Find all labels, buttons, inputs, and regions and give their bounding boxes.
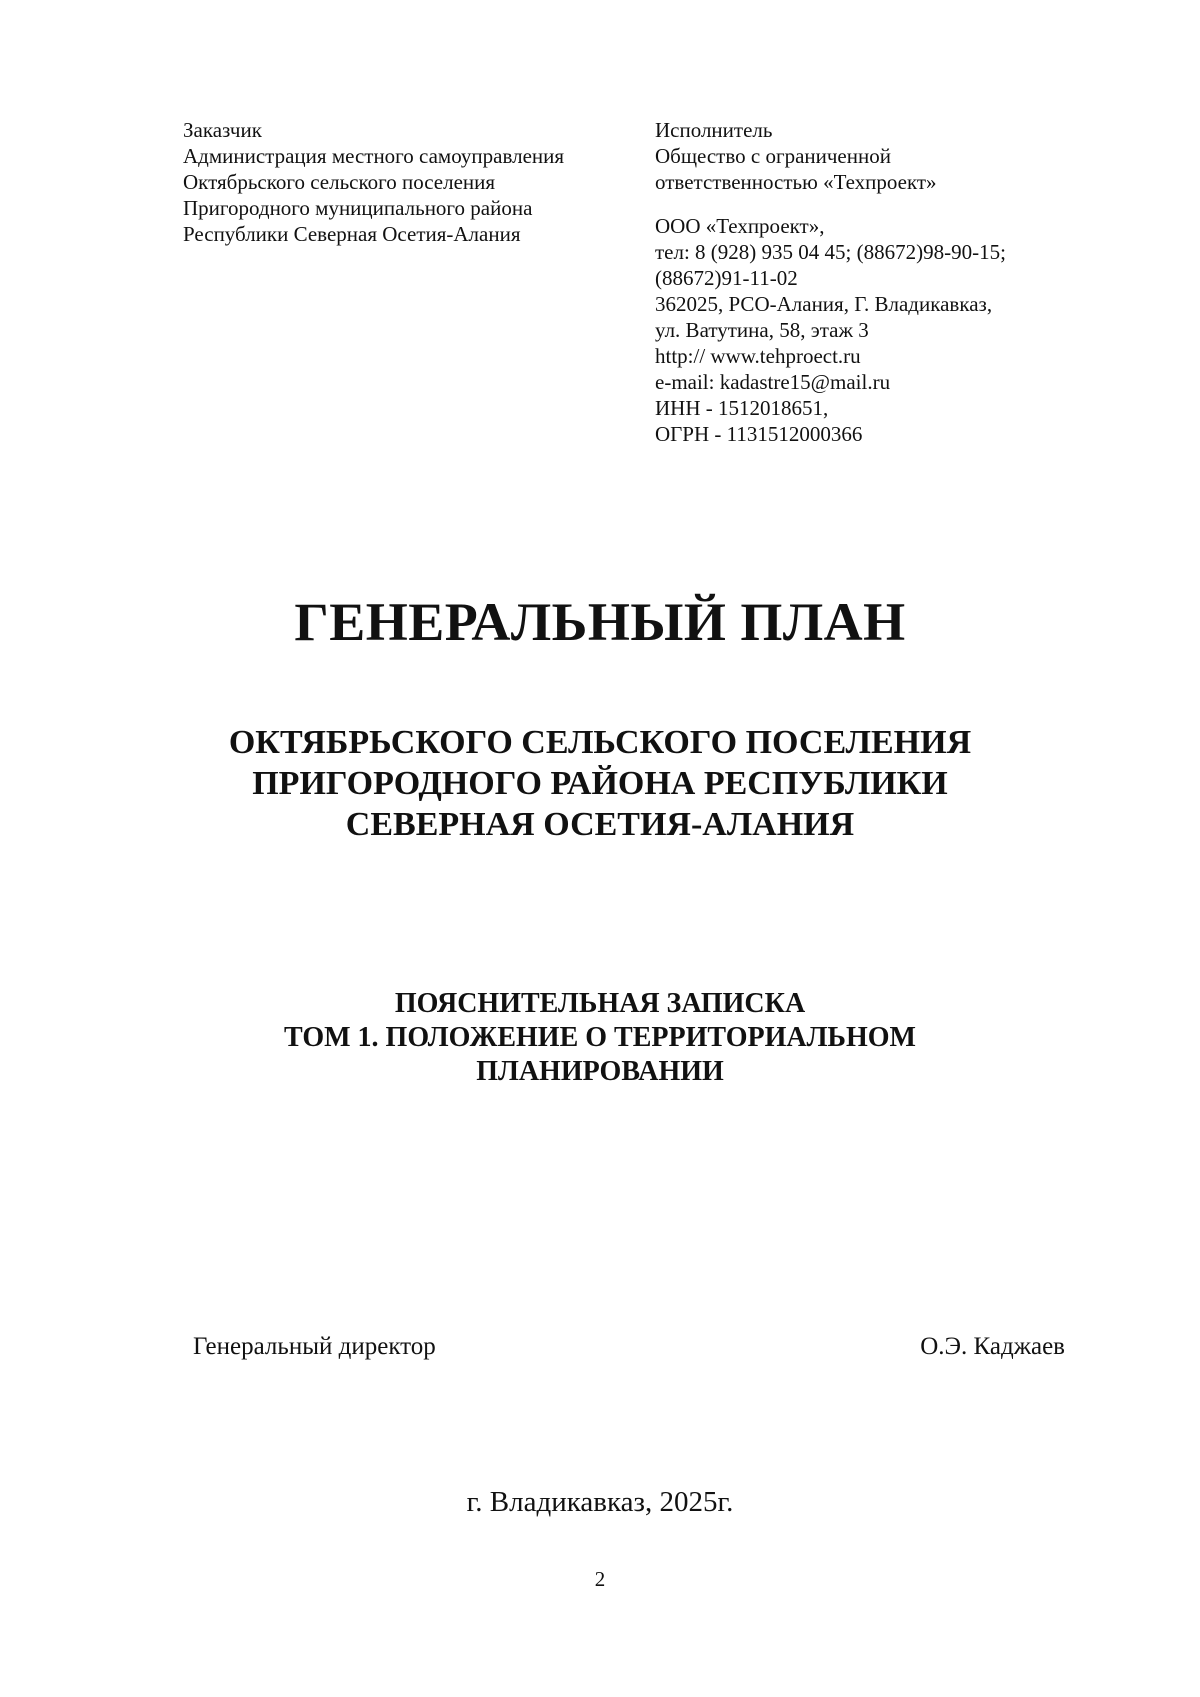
contractor-heading: Исполнитель — [655, 118, 773, 142]
contractor-contact-line: ООО «Техпроект», — [655, 214, 825, 238]
contractor-block — [655, 117, 1115, 447]
customer-block — [183, 117, 643, 247]
note-line: ПОЯСНИТЕЛЬНАЯ ЗАПИСКА — [394, 988, 806, 1019]
contractor-phone: (88672)91-11-02 — [655, 266, 798, 290]
signature-position: Генеральный директор — [193, 1333, 436, 1360]
place-and-year: г. Владикавказ, 2025г. — [466, 1486, 734, 1518]
subtitle-line: СЕВЕРНАЯ ОСЕТИЯ-АЛАНИЯ — [345, 806, 855, 843]
note-line: ТОМ 1. ПОЛОЖЕНИЕ О ТЕРРИТОРИАЛЬНОМ — [284, 1022, 916, 1053]
contractor-org-line: Общество с ограниченной — [655, 144, 891, 168]
customer-line: Республики Северная Осетия-Алания — [183, 222, 521, 246]
subtitle-line: ПРИГОРОДНОГО РАЙОНА РЕСПУБЛИКИ — [252, 765, 948, 802]
customer-line: Октябрьского сельского поселения — [183, 170, 496, 194]
subtitle-line: ОКТЯБРЬСКОГО СЕЛЬСКОГО ПОСЕЛЕНИЯ — [228, 724, 972, 761]
note-line: ПЛАНИРОВАНИИ — [476, 1056, 724, 1087]
contractor-website: http:// www.tehproect.ru — [655, 344, 861, 368]
customer-line: Пригородного муниципального района — [183, 196, 533, 220]
document-title: ГЕНЕРАЛЬНЫЙ ПЛАН — [294, 592, 906, 652]
contractor-org-line: ответственностью «Техпроект» — [655, 170, 937, 194]
document-subtitle — [0, 722, 1200, 845]
contractor-inn: ИНН - 1512018651, — [655, 396, 829, 420]
contractor-ogrn: ОГРН - 1131512000366 — [655, 422, 863, 446]
volume-note — [0, 987, 1200, 1089]
signature-name: О.Э. Каджаев — [920, 1333, 1065, 1360]
customer-line: Администрация местного самоуправления — [183, 144, 565, 168]
contractor-email: e-mail: kadastre15@mail.ru — [655, 370, 891, 394]
spacer — [655, 195, 1115, 213]
contractor-address: 362025, РСО-Алания, Г. Владикавказ, — [655, 292, 993, 316]
page-number: 2 — [594, 1567, 606, 1591]
customer-heading: Заказчик — [183, 118, 262, 142]
contractor-address: ул. Ватутина, 58, этаж 3 — [655, 318, 869, 342]
contractor-phone: тел: 8 (928) 935 04 45; (88672)98-90-15; — [655, 240, 1006, 264]
